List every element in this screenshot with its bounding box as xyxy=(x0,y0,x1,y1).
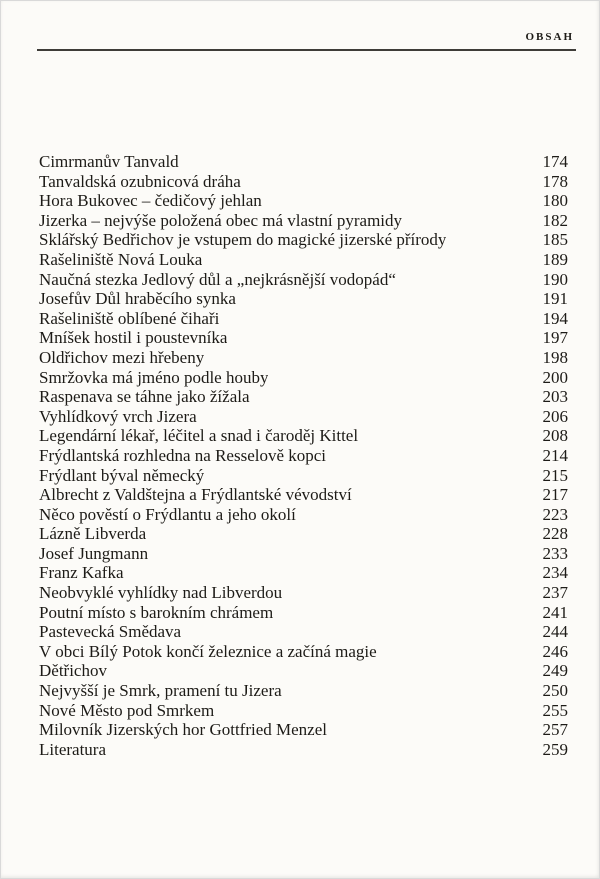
toc-entry-page: 185 xyxy=(542,230,568,250)
toc-entry-page: 249 xyxy=(542,661,568,681)
header-rule xyxy=(37,49,576,51)
toc-entry-title: Naučná stezka Jedlový důl a „nejkrásnější vodopád“ xyxy=(39,269,396,289)
toc-entry-title: Pastevecká Smědava xyxy=(39,622,182,642)
toc-entry-title: Smržovka má jméno podle houby xyxy=(39,367,269,387)
toc-entry-title: Frýdlant býval německý xyxy=(39,465,205,485)
toc-entry-page: 259 xyxy=(542,739,568,759)
toc-entry xyxy=(39,172,568,192)
toc-entry xyxy=(39,642,568,662)
toc-entry-page: 215 xyxy=(542,465,568,485)
toc-entry-title: Albrecht z Valdštejna a Frýdlantské vévodství xyxy=(39,485,352,505)
toc-entry xyxy=(39,485,568,505)
toc-entry xyxy=(39,544,568,564)
toc-entry-title: Raspenava se táhne jako žížala xyxy=(39,387,250,407)
toc-entry xyxy=(39,230,568,250)
toc-entry-page: 191 xyxy=(542,289,568,309)
toc-entry-page: 244 xyxy=(542,622,568,642)
toc-entry-page: 197 xyxy=(542,328,568,348)
toc-entry-page: 182 xyxy=(542,210,568,230)
toc-entry-title: Neobvyklé vyhlídky nad Libverdou xyxy=(39,583,283,603)
toc-entry xyxy=(39,603,568,623)
toc-entry-title: Josefův Důl hraběcího synka xyxy=(39,289,236,309)
toc-entry-page: 250 xyxy=(542,681,568,701)
toc-entry xyxy=(39,368,568,388)
toc-entry xyxy=(39,583,568,603)
toc-entry-title: Oldřichov mezi hřebeny xyxy=(39,347,205,367)
toc-entry xyxy=(39,407,568,427)
toc-entry-title: Tanvaldská ozubnicová dráha xyxy=(39,171,241,191)
toc-entry-page: 180 xyxy=(542,191,568,211)
toc-entry xyxy=(39,701,568,721)
toc-entry-title: Franz Kafka xyxy=(39,563,124,583)
toc-entry xyxy=(39,505,568,525)
toc-entry xyxy=(39,211,568,231)
toc-entry-page: 257 xyxy=(542,720,568,740)
toc-entry xyxy=(39,270,568,290)
toc-entry-page: 178 xyxy=(542,171,568,191)
toc-entry-page: 203 xyxy=(542,387,568,407)
toc-entry-title: Lázně Libverda xyxy=(39,524,147,544)
toc-entry xyxy=(39,661,568,681)
toc-entry xyxy=(39,563,568,583)
toc-entry-page: 241 xyxy=(542,602,568,622)
toc-entry-page: 234 xyxy=(542,563,568,583)
toc-entry xyxy=(39,328,568,348)
toc-entry-page: 190 xyxy=(542,269,568,289)
toc-entry xyxy=(39,524,568,544)
toc-entry-page: 206 xyxy=(542,406,568,426)
toc-entry-page: 237 xyxy=(542,583,568,603)
toc-entry-page: 174 xyxy=(542,152,568,171)
toc-entry-page: 228 xyxy=(542,524,568,544)
toc-entry-title: Milovník Jizerských hor Gottfried Menzel xyxy=(39,720,327,740)
toc-entry-title: Legendární lékař, léčitel a snad i čaroděj Kittel xyxy=(39,426,359,446)
toc-entry-page: 214 xyxy=(542,445,568,465)
toc-entry xyxy=(39,740,568,760)
toc-entry xyxy=(39,387,568,407)
running-head: OBSAH xyxy=(525,31,574,43)
toc-list xyxy=(39,152,568,759)
toc-entry-page: 223 xyxy=(542,504,568,524)
toc-entry xyxy=(39,446,568,466)
toc-entry-title: Rašeliniště Nová Louka xyxy=(39,249,203,269)
toc-entry xyxy=(39,250,568,270)
toc-entry-page: 233 xyxy=(542,543,568,563)
toc-entry-page: 189 xyxy=(542,249,568,269)
toc-entry xyxy=(39,681,568,701)
toc-entry-title: Poutní místo s barokním chrámem xyxy=(39,602,274,622)
toc-entry xyxy=(39,720,568,740)
toc-entry-title: Cimrmanův Tanvald xyxy=(39,152,179,171)
toc-entry xyxy=(39,191,568,211)
toc-entry-title: Hora Bukovec – čedičový jehlan xyxy=(39,191,262,211)
toc-entry xyxy=(39,426,568,446)
toc-entry xyxy=(39,348,568,368)
toc-entry-page: 246 xyxy=(542,641,568,661)
toc-entry-title: Nejvyšší je Smrk, pramení tu Jizera xyxy=(39,681,282,701)
toc-entry-title: Něco pověstí o Frýdlantu a jeho okolí xyxy=(39,504,296,524)
toc-entry-title: Josef Jungmann xyxy=(39,543,149,563)
toc-entry xyxy=(39,622,568,642)
toc-entry-title: Jizerka – nejvýše položená obec má vlastní pyramidy xyxy=(39,210,403,230)
toc-entry-title: Sklářský Bedřichov je vstupem do magické jizerské přírody xyxy=(39,230,447,250)
toc-entry-page: 208 xyxy=(542,426,568,446)
toc-entry xyxy=(39,466,568,486)
toc-entry xyxy=(39,309,568,329)
toc-entry-title: Rašeliniště oblíbené čihaři xyxy=(39,308,220,328)
toc-entry-title: Nové Město pod Smrkem xyxy=(39,700,215,720)
toc-entry-page: 200 xyxy=(542,367,568,387)
toc-entry-page: 255 xyxy=(542,700,568,720)
toc-entry xyxy=(39,152,568,172)
toc-entry xyxy=(39,289,568,309)
toc-entry-title: Mníšek hostil i poustevníka xyxy=(39,328,228,348)
toc-entry-title: V obci Bílý Potok končí železnice a začíná magie xyxy=(39,641,377,661)
toc-entry-title: Literatura xyxy=(39,739,107,759)
toc-entry-page: 194 xyxy=(542,308,568,328)
toc-entry-title: Vyhlídkový vrch Jizera xyxy=(39,406,197,426)
toc-entry-page: 198 xyxy=(542,347,568,367)
toc-entry-page: 217 xyxy=(542,485,568,505)
toc-entry-title: Dětřichov xyxy=(39,661,107,681)
toc-entry-title: Frýdlantská rozhledna na Resselově kopci xyxy=(39,445,327,465)
